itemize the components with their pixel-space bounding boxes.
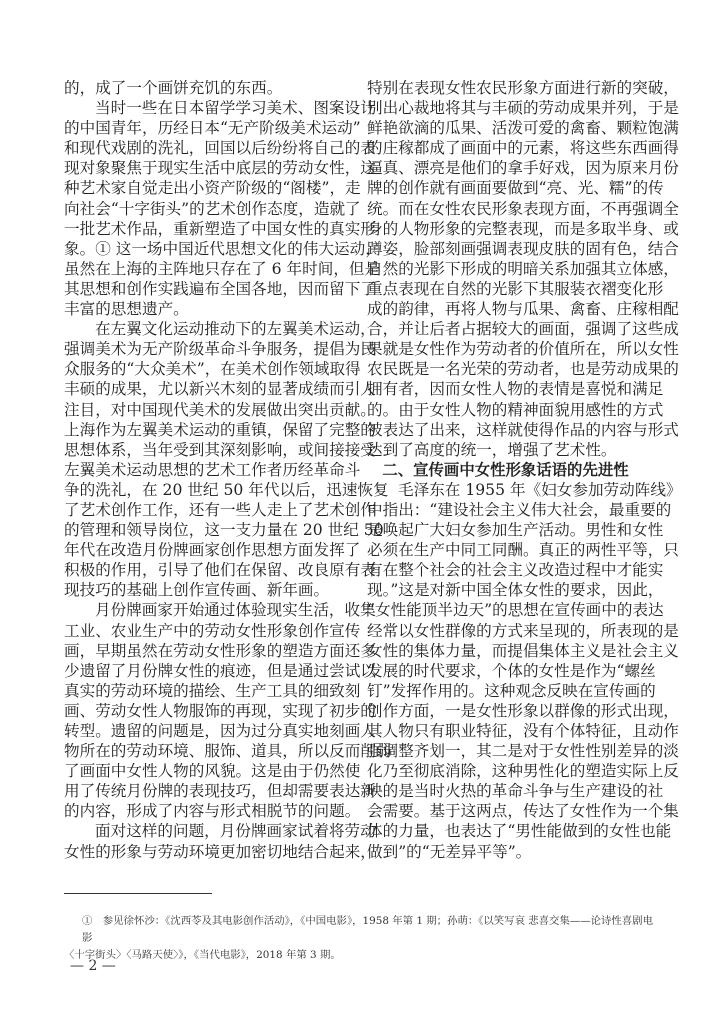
text-line: 了画面中女性人物的风貌。这是由于仍然使 [64, 762, 361, 781]
text-line: 转型。遗留的问题是，因为过分真实地刻画人 [64, 722, 376, 740]
text-line: 的，成了一个画饼充饥的东西。 [64, 79, 283, 97]
text-line: 统。而在女性农民形象表现方面，不再强调全 [367, 199, 679, 218]
text-line: 蹲姿，脸部刻画强调表现皮肤的固有色，结合 [367, 239, 679, 258]
text-line: 了艺术创作工作，还有一些人走上了艺术创作 [64, 500, 376, 519]
text-line: 注目，对中国现代美术的发展做出突出贡献。 [64, 400, 376, 419]
text-line: 面对这样的问题，月份牌画家试着将劳动 [95, 822, 376, 841]
text-line: 会需要。基于这两点，传达了女性作为一个集 [367, 802, 679, 821]
text-line: 的管理和领导岗位，这一支力量在 20 世纪 50 [64, 521, 384, 540]
text-line: 化乃至彻底消除，这种男性化的塑造实际上反 [367, 762, 679, 781]
text-line: 丰富的思想遗产。 [64, 300, 189, 319]
text-line: 现对象聚焦于现实生活中底层的劳动女性，这 [64, 159, 376, 178]
text-line: 的内容，形成了内容与形式相脱节的问题。 [64, 802, 361, 821]
text-line: 农民既是一名光荣的劳动者，也是劳动成果的 [367, 360, 679, 379]
footnote-divider [64, 893, 212, 894]
text-line: 鲜艳欲滴的瓜果、活泼可爱的禽畜、颗粒饱满 [367, 119, 679, 138]
footnote-line: ① 参见徐怀沙：《沈西苓及其电影创作活动》，《中国电影》，1958 年第 1 期；孙萌：《以笑写哀 悲喜交集——论诗性喜剧电影 [82, 915, 653, 944]
text-line: 积极的作用，引导了他们在保留、改良原有表 [64, 561, 376, 580]
text-line: 其思想和创作实践遍布全国各地，因而留下了 [64, 279, 376, 298]
text-line: 真实的劳动环境的描绘、生产工具的细致刻 [64, 681, 361, 700]
text-line: 画，早期虽然在劳动女性形象的塑造方面还多 [64, 641, 376, 660]
text-line: 工业、农业生产中的劳动女性形象创作宣传 [64, 621, 361, 640]
right-column [367, 78, 682, 862]
text-line: 丰硕的成果，尤以新兴木刻的显著成绩而引人 [64, 380, 376, 399]
text-line: 思想体系，当年受到其深刻影响，或间接接受 [64, 440, 376, 459]
text-line: 物所在的劳动环境、服饰、道具，所以反而削弱 [64, 742, 392, 761]
text-line: 毛泽东在 1955 年《妇女参加劳动阵线》 [398, 480, 682, 499]
text-line: 的中国青年，历经日本“无产阶级美术运动” [64, 119, 361, 138]
text-line: 创作方面，一是女性形象以群像的形式出现， [367, 701, 679, 720]
text-line: 的庄稼都成了画面中的元素，将这些东西画得 [367, 139, 679, 158]
text-line: “女性能顶半边天”的思想在宣传画中的表达 [367, 601, 664, 620]
footnote-line: 〈十字街头〉〈马路天使〉》，《当代电影》，2018 年第 3 期。 [64, 949, 341, 961]
text-line: 强调整齐划一，其二是对于女性性别差异的淡 [367, 742, 679, 761]
text-line: 现。”这是对新中国全体女性的要求，因此， [367, 581, 664, 600]
text-line: 别出心裁地将其与丰硕的劳动成果并列，于是 [367, 99, 679, 118]
text-line: 钉”发挥作用的。这种观念反映在宣传画的 [367, 681, 656, 700]
left-column [64, 78, 392, 862]
text-line: 女性的形象与劳动环境更加密切地结合起来， [64, 842, 376, 861]
text-line: 和现代戏剧的洗礼，回国以后纷纷将自己的表 [64, 139, 376, 158]
text-line: 是唤起广大妇女参加生产活动。男性和女性 [367, 521, 664, 540]
text-line: 成的韵律，再将人物与瓜果、禽畜、庄稼相配 [367, 300, 679, 319]
text-line: 月份牌画家开始通过体验现实生活，收集 [95, 601, 376, 620]
text-line: 的。由于女性人物的精神面貌用感性的方式 [367, 400, 664, 419]
text-line: 众服务的“大众美术”，在美术创作领域取得 [64, 360, 361, 379]
footnote [64, 913, 654, 964]
text-line: 牌的创作就有画面要做到“亮、光、糯”的传 [367, 179, 664, 198]
text-line: 在左翼文化运动推动下的左翼美术运动， [95, 320, 376, 339]
text-line: 自然的光影下形成的明暗关系加强其立体感， [367, 259, 679, 278]
text-line: 有在整个社会的社会主义改造过程中才能实 [367, 561, 664, 580]
text-line: 上海作为左翼美术运动的重镇，保留了完整的 [64, 420, 376, 439]
text-line: 其人物只有职业特征，没有个体特征，且动作 [367, 722, 679, 740]
text-line: 逼真、漂亮是他们的拿手好戏，因为原来月份 [367, 159, 679, 178]
text-line: 拥有者，因而女性人物的表情是喜悦和满足 [367, 380, 664, 399]
text-line: 画、劳动女性人物服饰的再现，实现了初步的 [64, 701, 376, 720]
text-line: 少遗留了月份牌女性的痕迹，但是通过尝试以 [64, 661, 376, 680]
text-line: 合，并让后者占据较大的画面，强调了这些成 [367, 320, 679, 339]
page-number: — 2 — [70, 958, 116, 974]
text-line: 映的是当时火热的革命斗争与生产建设的社 [367, 782, 664, 801]
text-line: 必须在生产中同工同酬。真正的两性平等，只 [367, 541, 679, 560]
text-line: 被表达了出来，这样就使得作品的内容与形式 [367, 420, 679, 439]
text-line: 经常以女性群像的方式来呈现的，所表现的是 [367, 621, 679, 640]
text-line: 现技巧的基础上创作宣传画、新年画。 [64, 581, 330, 600]
text-line: 一批艺术作品，重新塑造了中国女性的真实形 [64, 219, 376, 238]
text-line: 女性的集体力量，而提倡集体主义是社会主义 [367, 641, 679, 660]
text-line: 特别在表现女性农民形象方面进行新的突破， [367, 79, 679, 97]
text-line: 中指出：“建设社会主义伟大社会，最重要的 [367, 500, 672, 519]
text-line: 年代在改造月份牌画家创作思想方面发挥了 [64, 541, 361, 560]
text-line: 种艺术家自觉走出小资产阶级的“阁楼”，走 [64, 179, 361, 198]
text-line: 强调美术为无产阶级革命斗争服务，提倡为民 [64, 340, 376, 359]
text-line: 争的洗礼，在 20 世纪 50 年代以后，迅速恢复 [64, 480, 389, 499]
section-heading: 二、宣传画中女性形象话语的先进性 [382, 460, 629, 479]
text-line: 左翼美术运动思想的艺术工作者历经革命斗 [64, 460, 361, 479]
text-line: 当时一些在日本留学学习美术、图案设计 [95, 99, 376, 118]
text-line: 做到”的“无差异平等”。 [367, 842, 532, 861]
text-line: 向社会“十字街头”的艺术创作态度，造就了 [64, 199, 361, 218]
text-line: 身的人物形象的完整表现，而是多取半身、或 [367, 219, 679, 238]
text-line: 虽然在上海的主阵地只存在了 6 年时间，但是 [64, 259, 381, 278]
text-line: 象。① 这一场中国近代思想文化的伟大运动， [64, 239, 381, 258]
text-line: 发展的时代要求，个体的女性是作为“螺丝 [367, 661, 656, 680]
text-line: 达到了高度的统一，增强了艺术性。 [367, 440, 617, 459]
text-line: 重点表现在自然的光影下其服装衣褶变化形 [367, 279, 664, 298]
text-line: 体的力量，也表达了“男性能做到的女性也能 [367, 822, 672, 841]
text-line: 果就是女性作为劳动者的价值所在，所以女性 [367, 340, 679, 359]
text-line: 用了传统月份牌的表现技巧，但却需要表达新 [64, 782, 376, 801]
